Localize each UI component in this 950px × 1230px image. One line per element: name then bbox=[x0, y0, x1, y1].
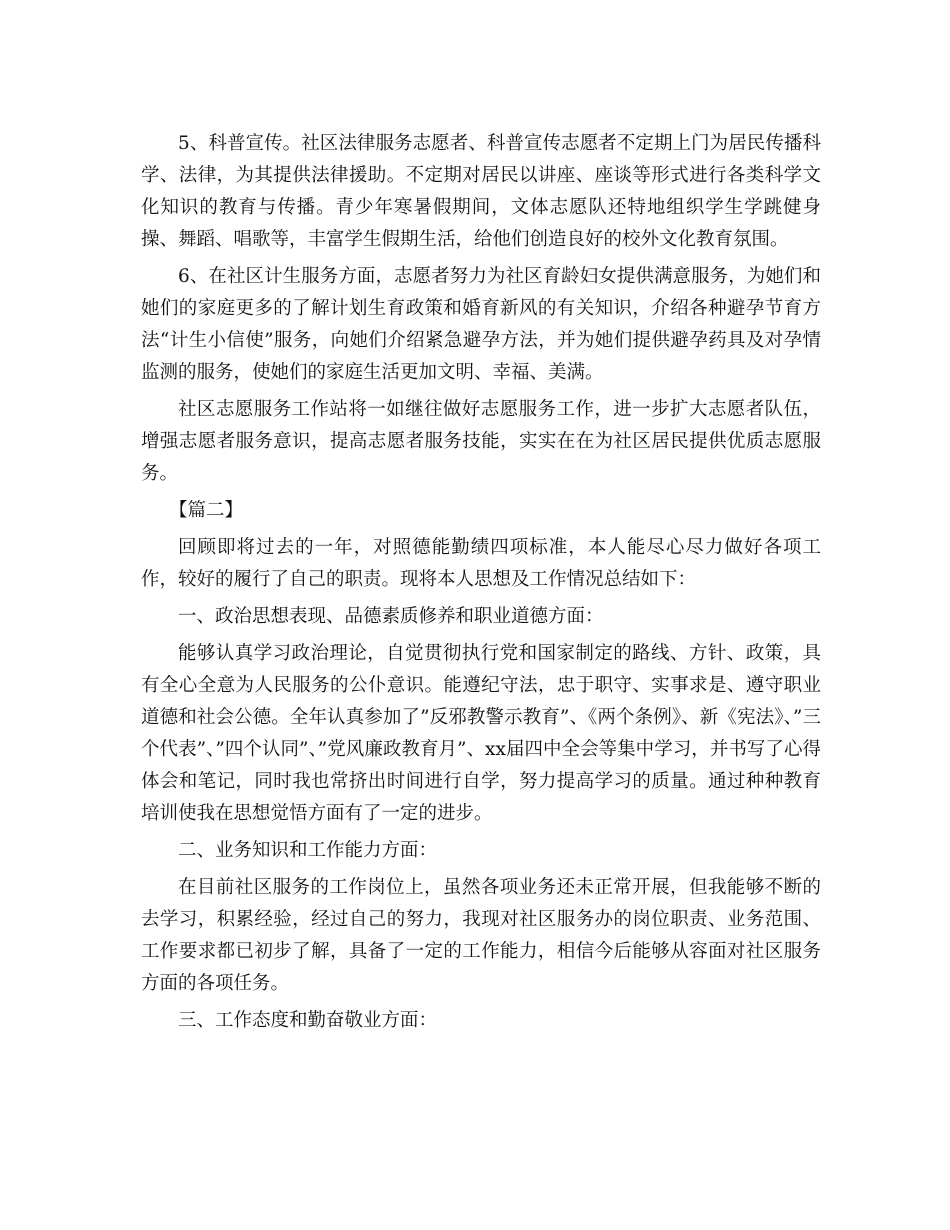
paragraph-work-ability: 在目前社区服务的工作岗位上，虽然各项业务还未正常开展，但我能够不断的去学习，积累经验，经过自己的努力，我现对社区服务办的岗位职责、业务范围、工作要求都已初步了解，具备了一定的工作能力，相信今后能够从容面对社区服务方面的各项任务。 bbox=[141, 877, 821, 994]
paragraph-volunteer-station-commitment: 社区志愿服务工作站将一如继往做好志愿服务工作，进一步扩大志愿者队伍，增强志愿者服务意识，提高志愿者服务技能，实实在在为社区居民提供优质志愿服务。 bbox=[141, 399, 821, 484]
paragraph-family-planning-service: 6、在社区计生服务方面，志愿者努力为社区育龄妇女提供满意服务，为她们和她们的家庭更多的了解计划生育政策和婚育新风的有关知识，介绍各种避孕节育方法“计生小信使”服务，向她们介绍紧急避孕方法，并为她们提供避孕药具及对孕情监测的服务，使她们的家庭生活更加文明、幸福、美满。 bbox=[141, 266, 821, 383]
subheading-business-knowledge: 二、业务知识和工作能力方面： bbox=[178, 840, 438, 861]
subheading-work-attitude: 三、工作态度和勤奋敬业方面： bbox=[178, 1010, 438, 1031]
section-heading-part-two: 【篇二】 bbox=[169, 500, 244, 521]
document-body bbox=[141, 128, 821, 1042]
paragraph-political-study: 能够认真学习政治理论，自觉贯彻执行党和国家制定的路线、方针、政策，具有全心全意为人民服务的公仆意识。能遵纪守法，忠于职守、实事求是、遵守职业道德和社会公德。全年认真参加了”反邪教警示教育”、《两个条例》、新《宪法》、”三个代表”、”四个认同”、”党风廉政教育月”、xx届四中全会等集中学习，并书写了心得体会和笔记，同时我也常挤出时间进行自学，努力提高学习的质量。通过种种教育培训使我在思想觉悟方面有了一定的进步。 bbox=[141, 643, 821, 824]
subheading-political-thought: 一、政治思想表现、品德素质修养和职业道德方面： bbox=[178, 606, 604, 627]
paragraph-science-promotion: 5、科普宣传。社区法律服务志愿者、科普宣传志愿者不定期上门为居民传播科学、法律，为其提供法律援助。不定期对居民以讲座、座谈等形式进行各类科学文化知识的教育与传播。青少年寒暑假期间，文体志愿队还特地组织学生学跳健身操、舞蹈、唱歌等，丰富学生假期生活，给他们创造良好的校外文化教育氛围。 bbox=[141, 133, 821, 250]
paragraph-year-review: 回顾即将过去的一年，对照德能勤绩四项标准，本人能尽心尽力做好各项工作，较好的履行了自己的职责。现将本人思想及工作情况总结如下： bbox=[141, 537, 821, 590]
